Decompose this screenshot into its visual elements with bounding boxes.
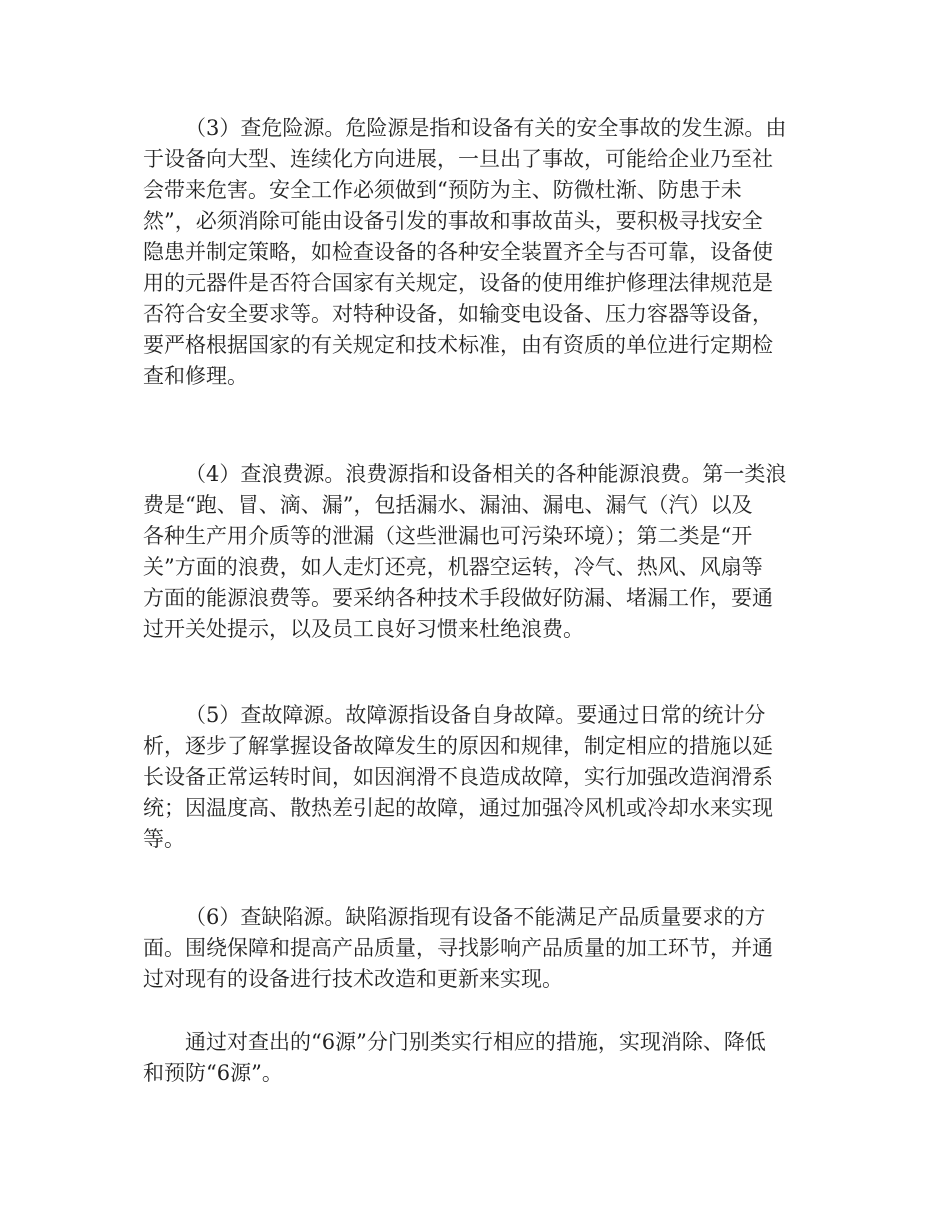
text-line: （5）查故障源。故障源指设备自身故障。要通过日常的统计分 (185, 703, 766, 727)
paragraph-waste-source (143, 459, 813, 645)
text-line: 然”，必须消除可能由设备引发的事故和事故苗头，要积极寻找安全 (143, 209, 763, 233)
paragraph-hazard-source (143, 113, 813, 392)
text-line: 长设备正常运转时间，如因润滑不良造成故障，实行加强改造润滑系 (143, 765, 773, 789)
text-line: 统；因温度高、散热差引起的故障，通过加强冷风机或冷却水来实现 (143, 796, 773, 820)
text-line: 通过对查出的“6源”分门别类实行相应的措施，实现消除、降低 (185, 1030, 766, 1054)
text-line: 关”方面的浪费，如人走灯还亮，机器空运转，冷气、热风、风扇等 (143, 555, 763, 579)
text-line: 方面的能源浪费等。要采纳各种技术手段做好防漏、堵漏工作，要通 (143, 586, 773, 610)
text-line: 和预防“6源”。 (143, 1061, 283, 1085)
text-line: 用的元器件是否符合国家有关规定，设备的使用维护修理法律规范是 (143, 271, 773, 295)
text-line: 否符合安全要求等。对特种设备，如输变电设备、压力容器等设备， (143, 302, 773, 326)
text-line: 过开关处提示，以及员工良好习惯来杜绝浪费。 (143, 617, 584, 641)
text-line: 过对现有的设备进行技术改造和更新来实现。 (143, 967, 563, 991)
text-line: 各种生产用介质等的泄漏（这些泄漏也可污染环境）；第二类是“开 (143, 524, 753, 548)
text-line: 要严格根据国家的有关规定和技术标准，由有资质的单位进行定期检 (143, 333, 773, 357)
text-line: 费是“跑、冒、滴、漏”，包括漏水、漏油、漏电、漏气（汽）以及 (143, 493, 753, 517)
paragraph-conclusion (143, 1027, 813, 1089)
text-line: 等。 (143, 827, 185, 851)
text-line: 析，逐步了解掌握设备故障发生的原因和规律，制定相应的措施以延 (143, 734, 773, 758)
text-line: 查和修理。 (143, 364, 248, 388)
text-line: （3）查危险源。危险源是指和设备有关的安全事故的发生源。由 (185, 116, 787, 140)
text-line: 于设备向大型、连续化方向进展，一旦出了事故，可能给企业乃至社 (143, 147, 773, 171)
text-line: 面。围绕保障和提高产品质量，寻找影响产品质量的加工环节，并通 (143, 936, 773, 960)
text-line: 隐患并制定策略，如检查设备的各种安全装置齐全与否可靠，设备使 (143, 240, 773, 264)
text-line: 会带来危害。安全工作必须做到“预防为主、防微杜渐、防患于未 (143, 178, 742, 202)
paragraph-defect-source (143, 902, 813, 995)
text-line: （4）查浪费源。浪费源指和设备相关的各种能源浪费。第一类浪 (185, 462, 787, 486)
paragraph-fault-source (143, 700, 813, 855)
text-line: （6）查缺陷源。缺陷源指现有设备不能满足产品质量要求的方 (185, 905, 766, 929)
